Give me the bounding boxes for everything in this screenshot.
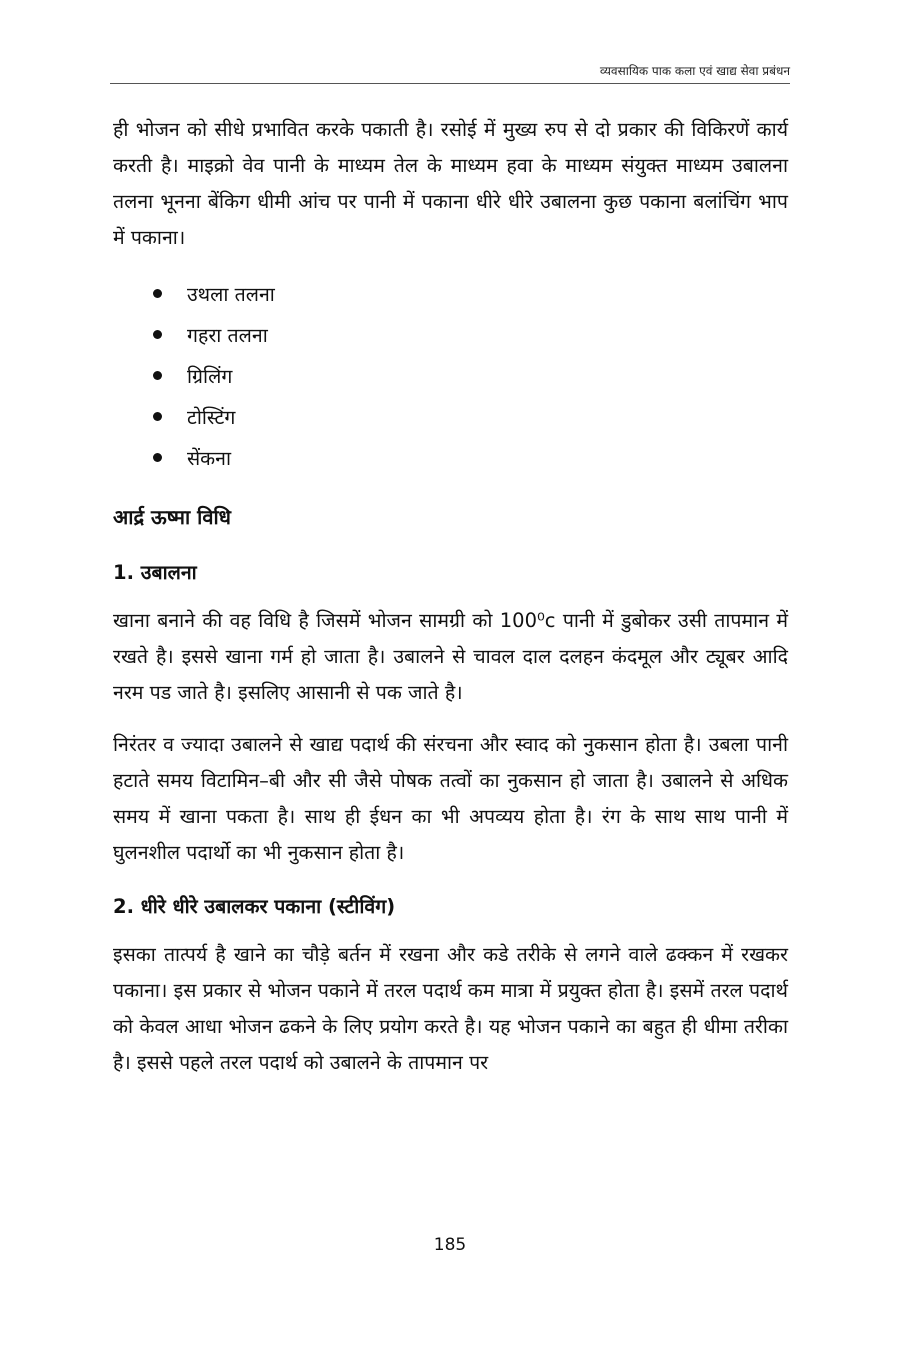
header-divider: [110, 83, 790, 84]
list-item-text: उथला तलना: [187, 283, 275, 306]
running-header: व्यवसायिक पाक कला एवं खाद्य सेवा प्रबंधन: [599, 64, 790, 78]
boiling-paragraph-2: निरंतर व ज्यादा उबालने से खाद्य पदार्थ की संरचना और स्वाद को नुकसान होता है। उबला पानी हटाते समय विटामिन–बी और सी जैसे पोषक तत्वों का नुकसान हो जाता है। उबालने से अधिक समय में खाना पकता है। साथ ही ईधन का भी अपव्यय होता है। रंग के साथ साथ पानी में घुलनशील पदार्थो का भी नुकसान होता है।: [113, 733, 788, 864]
section-heading: आर्द्र ऊष्मा विधि: [113, 505, 231, 529]
list-item: [113, 274, 788, 315]
bullet-list: [113, 274, 788, 479]
bullet-icon: [153, 289, 162, 298]
bullet-icon: [153, 330, 162, 339]
page-number: 185: [433, 1235, 467, 1255]
list-item-text: ग्रिलिंग: [187, 365, 233, 388]
bullet-icon: [153, 412, 162, 421]
bullet-icon: [153, 453, 162, 462]
list-item: [113, 438, 788, 479]
list-item: [113, 356, 788, 397]
intro-paragraph: ही भोजन को सीधे प्रभावित करके पकाती है। रसोई में मुख्य रुप से दो प्रकार की विकिरणें कार्य करती है। माइक्रो वेव पानी के माध्यम तेल के माध्यम हवा के माध्यम संयुक्त माध्यम उबालना तलना भूनना बेंकिग धीमी आंच पर पानी में पकाना धीरे धीरे उबालना कुछ पकाना बलांचिंग भाप में पकाना।: [113, 118, 788, 249]
stewing-paragraph: इसका तात्पर्य है खाने का चौड़े बर्तन में रखना और कडे तरीके से लगने वाले ढक्कन में रखकर पकाना। इस प्रकार से भोजन पकाने में तरल पदार्थ कम मात्रा में प्रयुक्त होता है। इसमें तरल पदार्थ को केवल आधा भोजन ढकने के लिए प्रयोग करते है। यह भोजन पकाने का बहुत ही धीमा तरीका है। इससे पहले तरल पदार्थ को उबालने के तापमान पर: [113, 943, 788, 1074]
list-item: [113, 315, 788, 356]
bullet-icon: [153, 371, 162, 380]
list-item-text: सेंकना: [187, 447, 232, 470]
subheading-boiling: 1. उबालना: [113, 561, 197, 584]
page-body: [113, 112, 788, 1081]
list-item-text: गहरा तलना: [187, 324, 268, 347]
subheading-stewing: 2. धीरे धीरे उबालकर पकाना (स्टीविंग): [113, 895, 396, 918]
boiling-paragraph-1: खाना बनाने की वह विधि है जिसमें भोजन सामग्री को 100⁰ᴄ पानी में डुबोकर उसी तापमान में रखते है। इससे खाना गर्म हो जाता है। उबालने से चावल दाल दलहन कंदमूल और ट्यूबर आदि नरम पड जाते है। इसलिए आसानी से पक जाते है।: [113, 609, 788, 704]
list-item-text: टोस्टिंग: [187, 406, 236, 429]
list-item: [113, 397, 788, 438]
